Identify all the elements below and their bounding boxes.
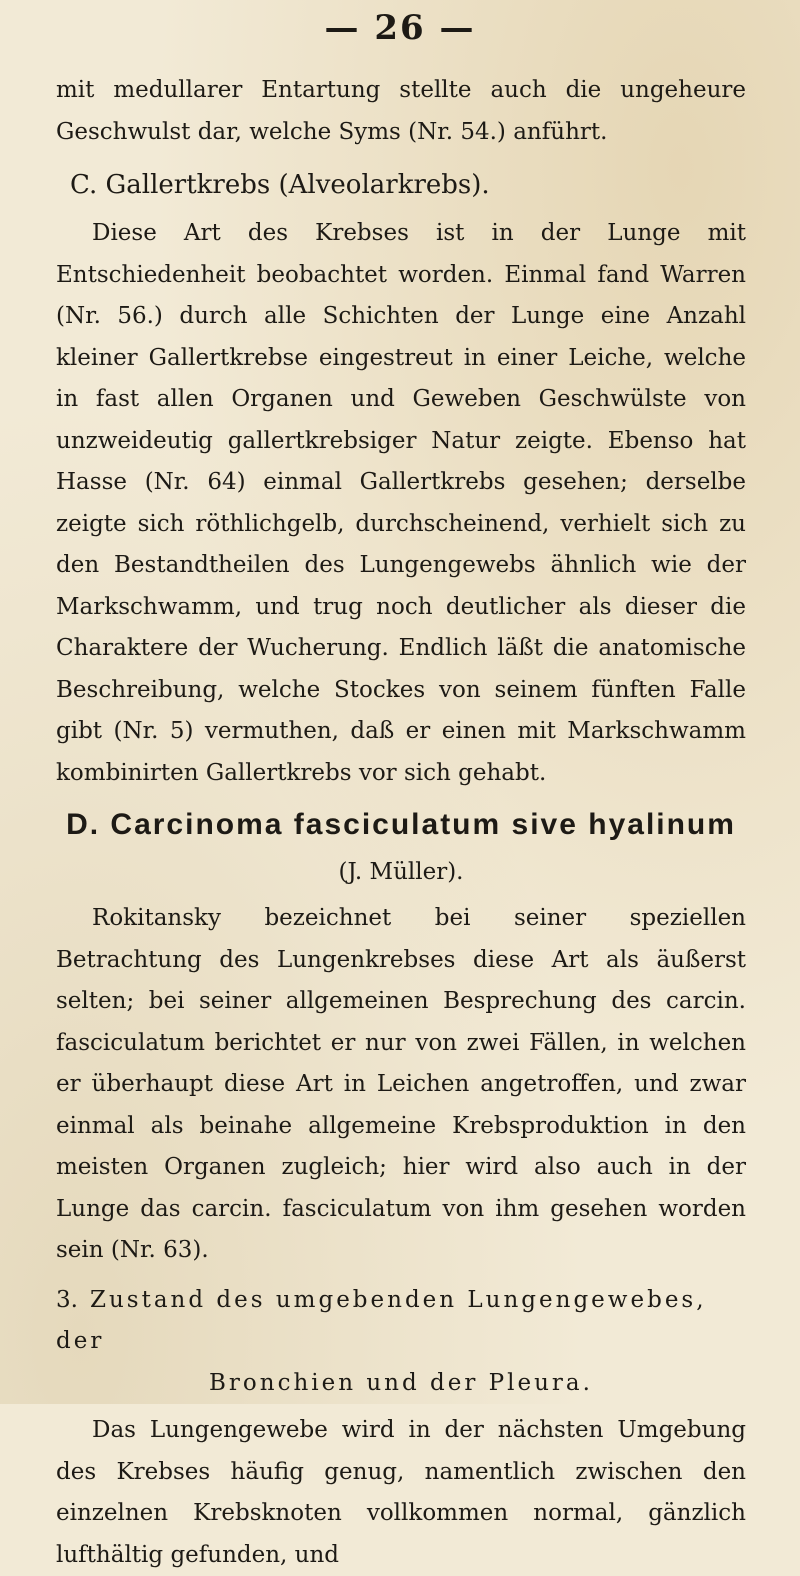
- paragraph-1: mit medullarer Entartung stellte auch die ungeheure Geschwulst dar, welche Syms (Nr. 54.) anführt.: [56, 77, 746, 145]
- paragraph-3: Rokitansky bezeichnet bei seiner speziellen Betrachtung des Lungenkrebses diese Art als äußerst selten; bei seiner allgemeinen Besprechung des carcin. fasciculatum berichtet er nur von zwei Fällen, in welchen er überhaupt diese Art in Leichen angetroffen, und zwar einmal als beinahe allgemeine Krebsproduktion in den meisten Organen zugleich; hier wird also auch in der Lunge das carcin. fasciculatum von ihm gesehen worden sein (Nr. 63).: [56, 905, 746, 1263]
- page-body: [56, 70, 746, 1576]
- subsection-heading-3: [56, 1280, 746, 1405]
- paragraph-2: Diese Art des Krebses ist in der Lunge mit Entschiedenheit beobachtet worden. Einmal fand Warren (Nr. 56.) durch alle Schichten der Lunge eine Anzahl kleiner Gallertkrebse eingestreut in einer Leiche, welche in fast allen Organen und Geweben Geschwülste von unzweideutig gallertkrebsiger Natur zeigte. Ebenso hat Hasse (Nr. 64) einmal Gallertkrebs gesehen; derselbe zeigte sich röthlichgelb, durchscheinend, verhielt sich zu den Bestandtheilen des Lungengewebs ähnlich wie der Markschwamm, und trug noch deutlicher als dieser die Charaktere der Wucherung. Endlich läßt die anatomische Beschreibung, welche Stockes von seinem fünften Falle gibt (Nr. 5) vermuthen, daß er einen mit Markschwamm kombinirten Gallertkrebs vor sich gehabt.: [56, 220, 746, 786]
- subsection-heading-line-1: Zustand des umgebenden Lungengewebes, der: [56, 1286, 707, 1354]
- paragraph-4: Das Lungengewebe wird in der nächsten Umgebung des Krebses häufig genug, namentlich zwischen den einzelnen Krebsknoten vollkommen normal, gänzlich lufthältig gefunden, und: [56, 1417, 746, 1568]
- section-heading-d-text: D. Carcinoma fasciculatum sive hyalinum: [66, 808, 736, 841]
- section-heading-c: [56, 161, 746, 209]
- section-heading-d: [56, 802, 746, 848]
- section-heading-c-text: C. Gallertkrebs (Alveolarkrebs).: [70, 170, 490, 200]
- subsection-heading-line-2: Bronchien und der Pleura.: [209, 1369, 593, 1396]
- page-number: — 26 —: [324, 8, 476, 48]
- subsection-number: 3.: [56, 1286, 78, 1313]
- section-heading-d-subtitle: (J. Müller).: [338, 859, 464, 885]
